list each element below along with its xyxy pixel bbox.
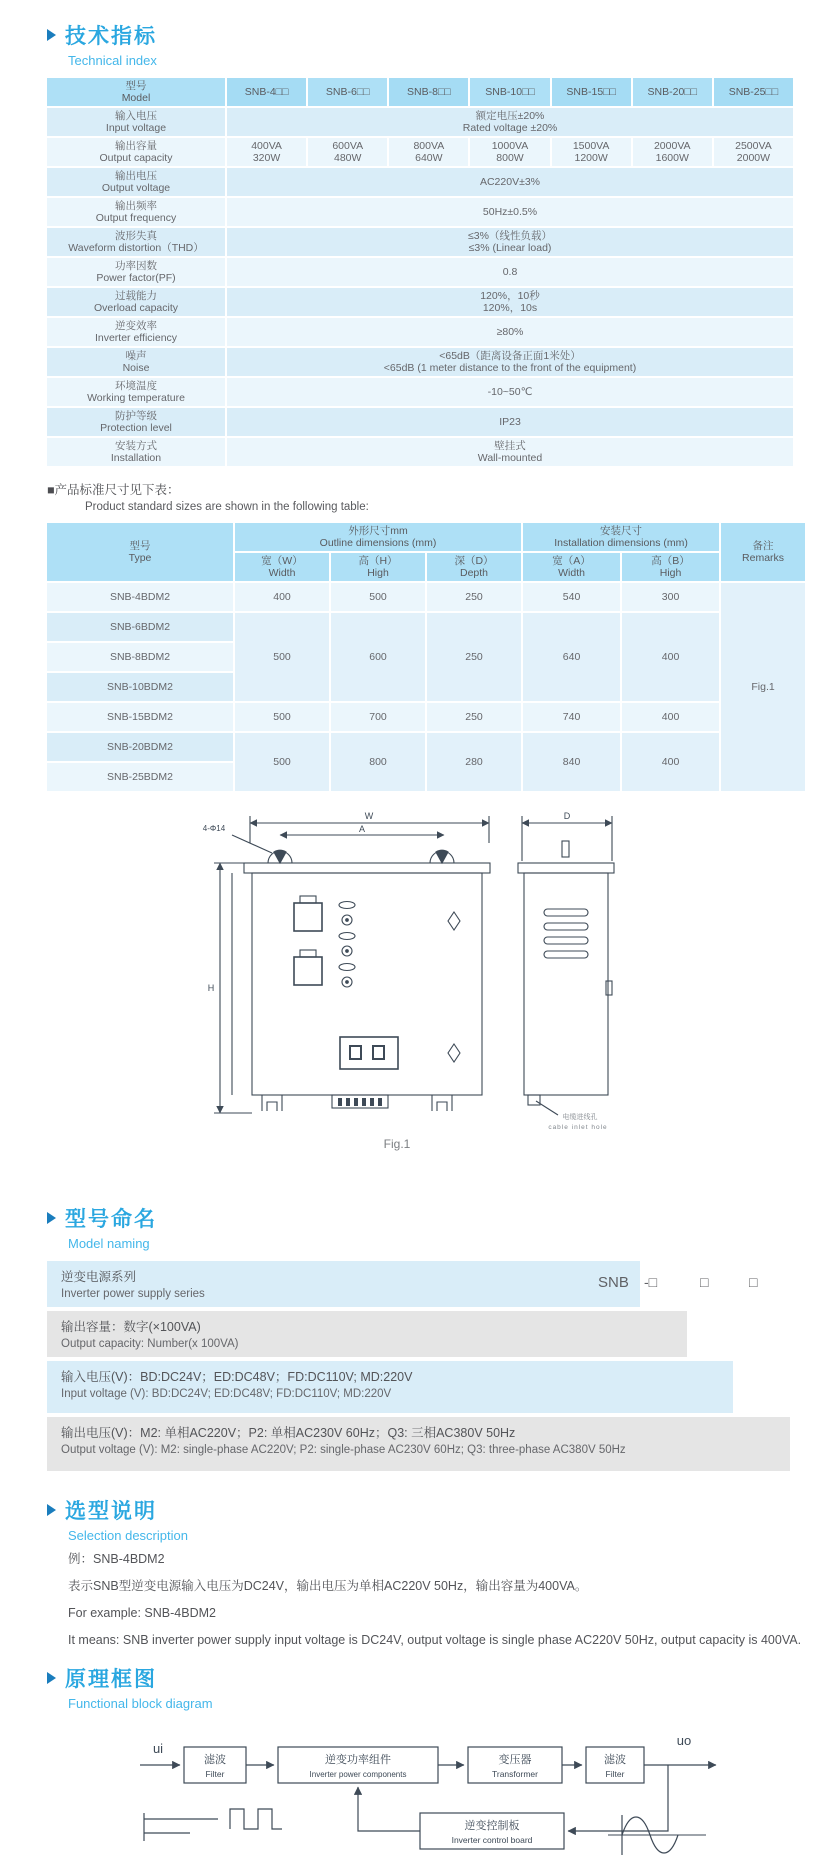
- spec-col: SNB-20□□: [633, 78, 712, 106]
- naming-symbol-capacity: -□: [644, 1274, 658, 1290]
- section-header-selection: [47, 1495, 830, 1525]
- naming-row-capacity: 输出容量：数字(×100VA) Output capacity: Number(x 100VA): [47, 1311, 687, 1357]
- input-label: ui: [152, 1740, 164, 1756]
- spec-row-noise: 噪声 Noise <65dB（距离设备正面1米处） <65dB (1 meter distance to the front of the equipment): [47, 348, 793, 376]
- spec-row-power-factor: 功率因数 Power factor(PF) 0.8: [47, 258, 793, 286]
- spec-col: SNB-8□□: [389, 78, 468, 106]
- holes-label: 4-Φ14: [202, 824, 226, 833]
- spec-row-output-voltage: 输出电压 Output voltage AC220V±3%: [47, 168, 793, 196]
- grille-bars: [338, 1098, 382, 1106]
- selection-example-en: For example: SNB-4BDM2: [68, 1605, 216, 1620]
- spec-row-efficiency: 逆变效率 Inverter efficiency ≥80%: [47, 318, 793, 346]
- spec-row-waveform-distortion: 波形失真 Waveform distortion（THD） ≤3%（线性负载） ≤3% (Linear load): [47, 228, 793, 256]
- spec-col: SNB-15□□: [552, 78, 631, 106]
- power-label-zh: 逆变功率组件: [325, 1753, 391, 1766]
- size-row: SNB-6BDM2 500 600 250 640 400: [47, 613, 805, 641]
- spec-row-input-voltage: 输入电压 Input voltage 额定电压±20% Rated voltage ±20%: [47, 108, 793, 136]
- size-row: SNB-10BDM2: [47, 673, 805, 701]
- size-col-install: 安装尺寸 Installation dimensions (mm): [523, 523, 719, 551]
- square-wave-icon: [230, 1809, 282, 1829]
- transformer-label-en: Transformer: [492, 1768, 538, 1779]
- size-row: SNB-8BDM2: [47, 643, 805, 671]
- spec-row-installation: 安装方式 Installation 壁挂式 Wall-mounted: [47, 438, 793, 466]
- size-note-en: Product standard sizes are shown in the following table:: [85, 501, 369, 513]
- section-title-naming-en: Model naming: [68, 1236, 150, 1251]
- section-title-selection-zh: 选型说明: [65, 1500, 157, 1523]
- section-marker-icon: [47, 1212, 56, 1224]
- size-note: [47, 480, 830, 513]
- figure-caption: Fig.1: [383, 1137, 411, 1151]
- filter2-label-zh: 滤波: [604, 1753, 626, 1766]
- selection-body: [68, 1551, 830, 1649]
- cable-hole-label-zh: 电缆进线孔: [562, 1114, 598, 1121]
- spec-col: SNB-6□□: [308, 78, 387, 106]
- dim-label-h: H: [207, 983, 215, 993]
- size-col-type: 型号 Type: [47, 523, 233, 581]
- size-row: SNB-20BDM2 500 800 280 840 400: [47, 733, 805, 761]
- spec-row-protection: 防护等级 Protection level IP23: [47, 408, 793, 436]
- filter2-label-en: Filter: [605, 1768, 625, 1779]
- model-naming-ladder: [47, 1261, 793, 1471]
- selection-example-zh: 例：SNB-4BDM2: [68, 1552, 165, 1566]
- spec-col: SNB-4□□: [227, 78, 306, 106]
- section-title-technical-zh: 技术指标: [65, 25, 157, 48]
- section-title-block-en: Functional block diagram: [68, 1695, 213, 1711]
- naming-code: SNB: [598, 1274, 629, 1291]
- section-title-block-zh: 原理框图: [65, 1667, 157, 1691]
- spec-col-model: 型号 Model: [47, 78, 225, 106]
- section-selection: [0, 1495, 830, 1649]
- control-label-zh: 逆变控制板: [464, 1819, 520, 1832]
- section-block-diagram: [0, 1663, 830, 1872]
- section-header-block-diagram: [47, 1663, 830, 1693]
- filter1-label-en: Filter: [205, 1768, 225, 1779]
- spec-header-row: [47, 78, 793, 106]
- side-view: [518, 816, 614, 1115]
- section-title-selection-en: Selection description: [68, 1528, 188, 1543]
- section-model-naming: [0, 1203, 830, 1471]
- size-remark: Fig.1: [721, 583, 805, 791]
- spec-col: SNB-10□□: [470, 78, 549, 106]
- naming-row-input-voltage: 输入电压(V)：BD:DC24V；ED:DC48V；FD:DC110V; MD:220V Input voltage (V): BD:DC24V; ED:DC48V; FD:DC110V; MD:220V: [47, 1361, 733, 1413]
- size-row: SNB-25BDM2: [47, 763, 805, 791]
- fig1-drawing: [192, 801, 622, 1153]
- block-diagram: [128, 1719, 830, 1872]
- spec-row-overload: 过载能力 Overload capacity 120%，10秒 120%，10s: [47, 288, 793, 316]
- spec-col: SNB-25□□: [714, 78, 793, 106]
- spec-row-output-capacity: 输出容量 Output capacity 400VA 320W 600VA 480W 800VA 640W 1000VA 800W 1500VA 1200W 2000VA 1600W 2500VA 2000W: [47, 138, 793, 166]
- section-title-naming-zh: 型号命名: [65, 1208, 157, 1231]
- spec-row-temperature: 环境温度 Working temperature -10~50℃: [47, 378, 793, 406]
- section-title-technical-en: Technical index: [68, 53, 157, 68]
- dim-label-d: D: [563, 811, 571, 821]
- front-view: [214, 816, 490, 1113]
- selection-desc-zh: 表示SNB型逆变电源输入电压为DC24V，输出电压为单相AC220V 50Hz，输出容量为400VA。: [68, 1578, 588, 1593]
- naming-symbol-input: □: [700, 1274, 709, 1290]
- filter1-label-zh: 滤波: [204, 1753, 226, 1766]
- naming-symbol-output: □: [749, 1274, 758, 1290]
- door-lock-icon: [448, 912, 460, 930]
- naming-row-series: 逆变电源系列 Inverter power supply series: [47, 1261, 640, 1307]
- output-label: uo: [676, 1732, 692, 1748]
- selection-desc-en: It means: SNB inverter power supply input voltage is DC24V, output voltage is single phase AC220V 50Hz, output capacity is 400VA.: [68, 1632, 802, 1647]
- size-col-remarks: 备注 Remarks: [721, 523, 805, 581]
- dim-label-a: A: [358, 824, 366, 834]
- cable-hole-label-en: cable inlet hole: [548, 1124, 608, 1131]
- size-row: SNB-4BDM2 400 500 250 540 300 Fig.1: [47, 583, 805, 611]
- size-row: SNB-15BDM2 500 700 250 740 400: [47, 703, 805, 731]
- door-lock-icon: [448, 1044, 460, 1062]
- transformer-label-zh: 变压器: [498, 1753, 532, 1766]
- size-table: 型号 Type 外形尺寸mm Outline dimensions (mm) 安装尺寸 Installation dimensions (mm) 备注 Remarks 宽（W） Width 高（H） High 深（D） Depth 宽（A） Width 高（B） High SNB-4BDM2 400 500 250 540 300 Fig.1 SNB-6BDM2 500 600 250 640 400 SNB-8BDM2 SNB-10BDM2 SNB-15BDM2 500 700 250 740 400 SNB-20BDM2 500 800 280 840 400 SNB-25BDM2: [45, 521, 807, 793]
- power-label-en: Inverter power components: [309, 1769, 407, 1779]
- section-marker-icon: [47, 1504, 56, 1516]
- dim-label-w: W: [364, 811, 374, 821]
- section-header-technical-index: [47, 20, 830, 50]
- section-marker-icon: [47, 29, 56, 41]
- size-col-outline: 外形尺寸mm Outline dimensions (mm): [235, 523, 521, 551]
- spec-table: [45, 76, 795, 468]
- naming-row-output-voltage: 输出电压(V)：M2: 单相AC220V；P2: 单相AC230V 60Hz；Q3: 三相AC380V 50Hz Output voltage (V): M2: single-phase AC220V; P2: single-phase AC230V 60Hz; Q3: three-phase AC380V 50Hz: [47, 1417, 790, 1471]
- spec-row-output-frequency: 输出频率 Output frequency 50Hz±0.5%: [47, 198, 793, 226]
- control-to-power-line: [358, 1787, 420, 1831]
- control-label-en: Inverter control board: [451, 1834, 533, 1845]
- size-note-zh: ■产品标准尺寸见下表：: [47, 483, 180, 497]
- section-header-model-naming: [47, 1203, 830, 1233]
- section-marker-icon: [47, 1672, 56, 1684]
- outline-drawing-figure: [192, 801, 830, 1158]
- block-diagram-svg: [128, 1719, 728, 1867]
